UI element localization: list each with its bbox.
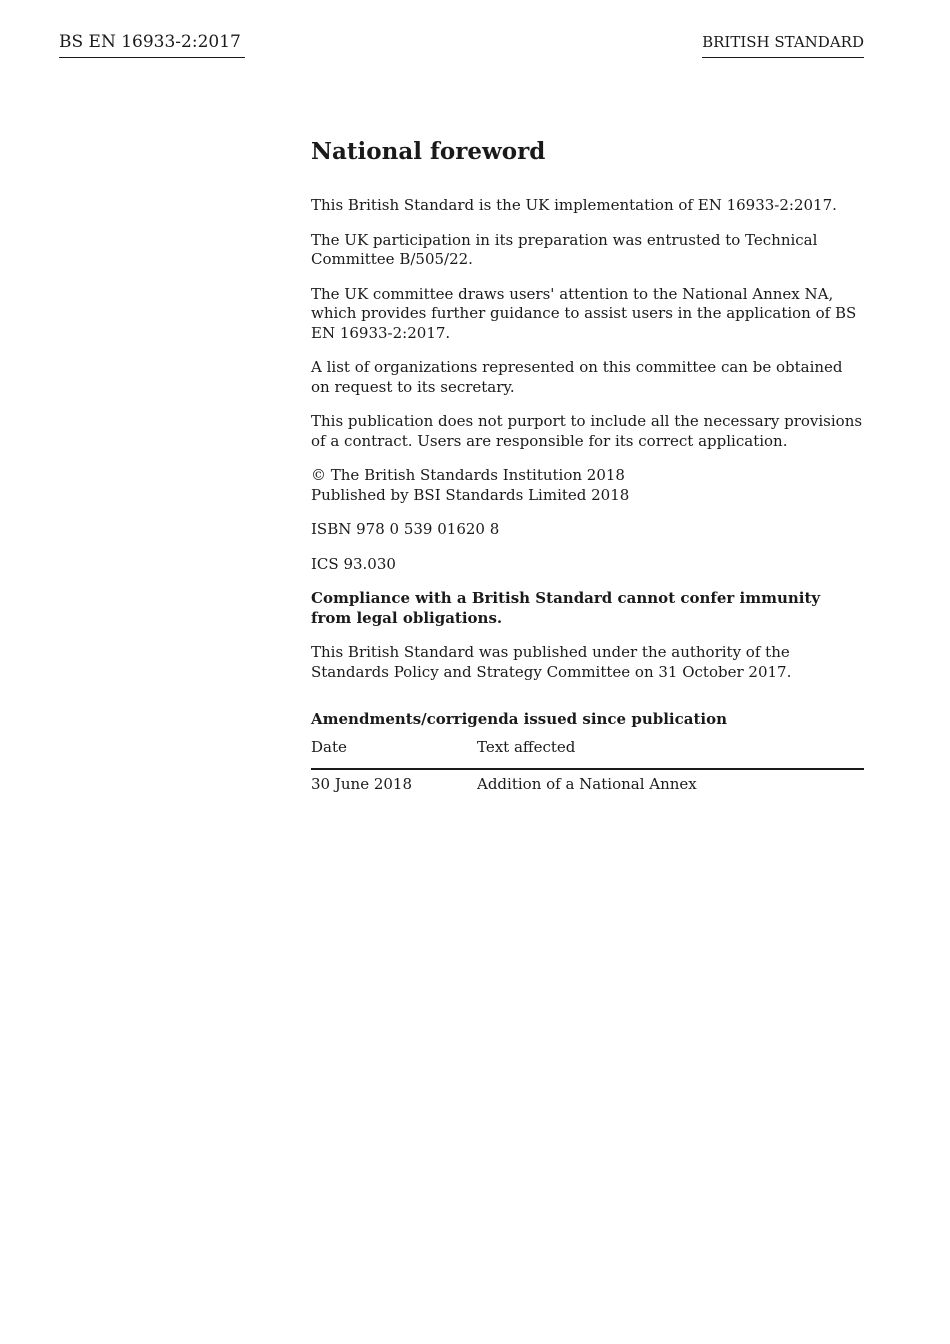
- paragraph-implementation: This British Standard is the UK implementation of EN 16933-2:2017.: [311, 196, 837, 214]
- amendments-table: [311, 738, 864, 795]
- column-header-date: Date: [311, 738, 477, 770]
- national-foreword-section: [311, 136, 864, 795]
- amendment-text: Addition of a National Annex: [477, 775, 697, 793]
- compliance-statement: Compliance with a British Standard cannot confer immunity from legal obligations.: [311, 589, 821, 627]
- paragraph-provisions: This publication does not purport to include all the necessary provisions of a contract. Users are responsible for its correct application.: [311, 412, 863, 450]
- isbn: ISBN 978 0 539 01620 8: [311, 520, 500, 538]
- copyright-block: [311, 466, 864, 505]
- page-title: National foreword: [311, 138, 546, 165]
- ics: ICS 93.030: [311, 554, 396, 573]
- amendment-date: 30 June 2018: [311, 775, 413, 793]
- column-header-text-affected: Text affected: [477, 738, 864, 770]
- copyright-line: © The British Standards Institution 2018: [311, 466, 625, 484]
- published-line: Published by BSI Standards Limited 2018: [311, 485, 630, 504]
- header-document-id: BS EN 16933-2:2017: [59, 31, 245, 58]
- paragraph-committee: The UK participation in its preparation was entrusted to Technical Committee B/505/22.: [311, 230, 818, 268]
- amendments-title: Amendments/corrigenda issued since publication: [311, 710, 727, 728]
- table-row: [311, 769, 864, 795]
- header-label: BRITISH STANDARD: [702, 31, 864, 58]
- authority-statement: This British Standard was published under the authority of the Standards Policy and Strategy Committee on 31 October 2017.: [311, 643, 792, 681]
- amendments-header-row: [311, 738, 864, 770]
- paragraph-organizations: A list of organizations represented on this committee can be obtained on request to its secretary.: [311, 358, 843, 396]
- paragraph-national-annex: The UK committee draws users' attention to the National Annex NA, which provides further guidance to assist users in the application of BS EN 16933-2:2017.: [311, 284, 857, 342]
